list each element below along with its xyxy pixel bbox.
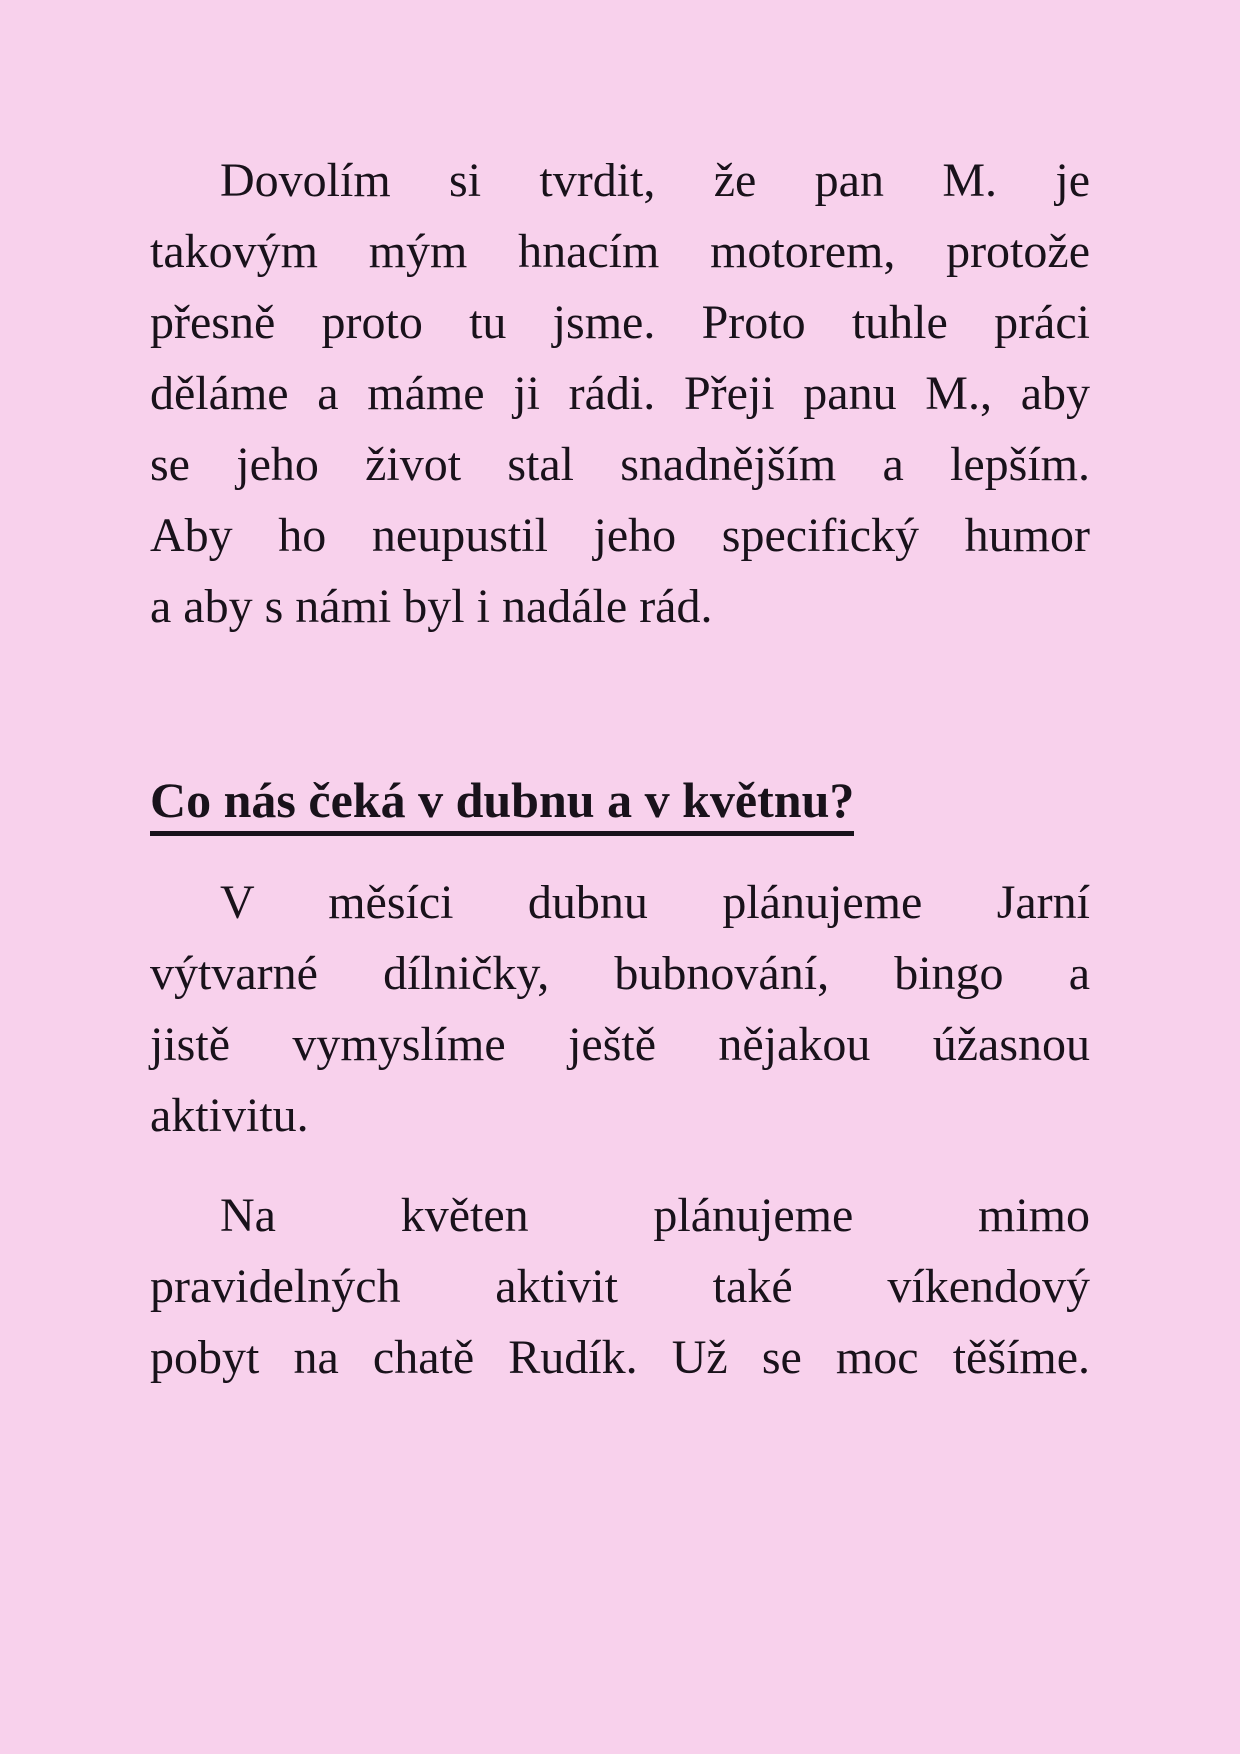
text-line: se jeho život stal snadnějším a lepším. (150, 438, 1090, 491)
text-line: V měsíci dubnu plánujeme Jarní (220, 876, 1090, 929)
text-line: přesně proto tu jsme. Proto tuhle práci (150, 296, 1090, 349)
text-line: pobyt na chatě Rudík. Už se moc těšíme. (150, 1331, 1090, 1384)
text-line: pravidelných aktivit také víkendový (150, 1260, 1090, 1313)
section-heading (150, 763, 1090, 838)
paragraph-april-plans (150, 867, 1090, 1151)
document-content (150, 145, 1090, 1422)
paragraph-may-plans (150, 1180, 1090, 1393)
text-line: Dovolím si tvrdit, že pan M. je (220, 154, 1090, 207)
text-line: Na květen plánujeme mimo (220, 1189, 1090, 1242)
text-line: takovým mým hnacím motorem, protože (150, 225, 1090, 278)
section-heading-text: Co nás čeká v dubnu a v květnu? (150, 772, 854, 836)
text-line: výtvarné dílničky, bubnování, bingo a (150, 947, 1090, 1000)
text-line: Aby ho neupustil jeho specifický humor (150, 509, 1090, 562)
text-line: jistě vymyslíme ještě nějakou úžasnou (150, 1018, 1090, 1071)
text-line: a aby s námi byl i nadále rád. (150, 580, 713, 633)
text-line: děláme a máme ji rádi. Přeji panu M., aby (150, 367, 1090, 420)
paragraph-intro (150, 145, 1090, 642)
text-line: aktivitu. (150, 1089, 309, 1142)
